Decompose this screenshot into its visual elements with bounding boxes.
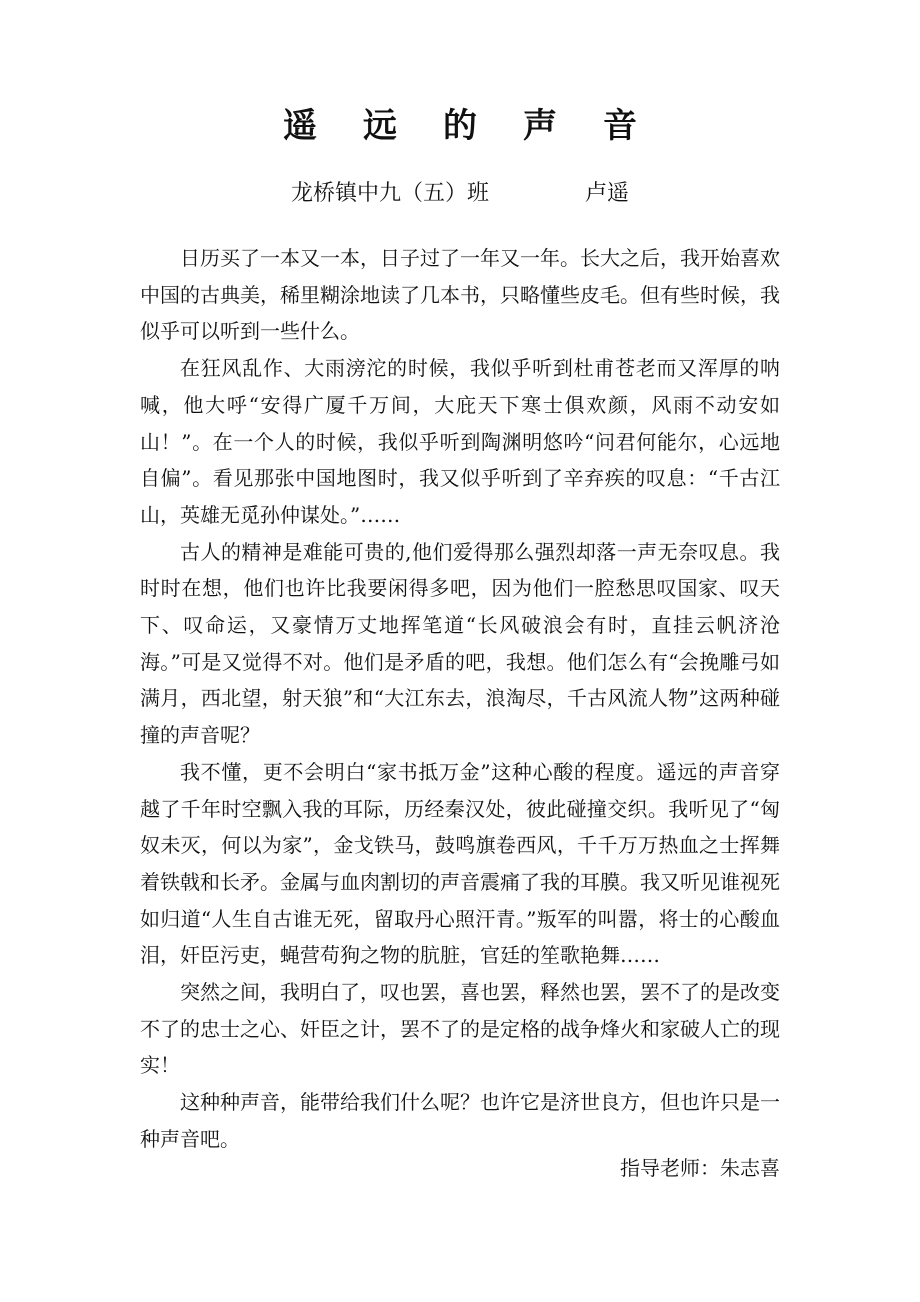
- essay-body: [140, 240, 780, 1158]
- class-name: 龙桥镇中九（五）班: [290, 181, 489, 206]
- byline: [0, 176, 920, 212]
- author-name: 卢遥: [585, 181, 630, 206]
- paragraph: 突然之间，我明白了，叹也罢，喜也罢，释然也罢，罢不了的是改变不了的忠士之心、奸臣之计，罢不了的是定格的战争烽火和家破人亡的现实！: [140, 980, 780, 1078]
- paragraph: 日历买了一本又一本，日子过了一年又一年。长大之后，我开始喜欢中国的古典美，稀里糊涂地读了几本书，只略懂些皮毛。但有些时候，我似乎可以听到一些什么。: [140, 246, 780, 344]
- essay-title: 遥远的声音: [283, 106, 683, 146]
- paragraph: 这种种声音，能带给我们什么呢？也许它是济世良方，但也许只是一种声音吧。: [140, 1090, 780, 1151]
- paragraph: 古人的精神是难能可贵的,他们爱得那么强烈却落一声无奈叹息。我时时在想，他们也许比我要闲得多吧，因为他们一腔愁思叹国家、叹天下、叹命运，又豪情万丈地挥笔道“长风破浪会有时，直挂云帆济沧海。”可是又觉得不对。他们是矛盾的吧，我想。他们怎么有“会挽雕弓如满月，西北望，射天狼”和“大江东去，浪淘尽，千古风流人物”这两种碰撞的声音呢？: [140, 539, 780, 748]
- paragraph: 在狂风乱作、大雨滂沱的时候，我似乎听到杜甫苍老而又浑厚的呐喊，他大呼“安得广厦千万间，大庇天下寒士俱欢颜，风雨不动安如山！”。在一个人的时候，我似乎听到陶渊明悠吟“问君何能尔，心远地自偏”。看见那张中国地图时，我又似乎听到了辛弃疾的叹息：“千古江山，英雄无觅孙仲谋处。”……: [140, 356, 780, 527]
- advisor-signoff: 指导老师：朱志喜: [620, 1156, 780, 1180]
- paragraph: 我不懂，更不会明白“家书抵万金”这种心酸的程度。遥远的声音穿越了千年时空飘入我的耳际，历经秦汉处，彼此碰撞交织。我听见了“匈奴未灭，何以为家”，金戈铁马，鼓鸣旗卷西风，千千万万热血之士挥舞着铁戟和长矛。金属与血肉割切的声音震痛了我的耳膜。我又听见谁视死如归道“人生自古谁无死，留取丹心照汗青。”叛军的叫嚣，将士的心酸血泪，奸臣污吏，蝇营苟狗之物的肮脏，官廷的笙歌艳舞……: [140, 759, 780, 968]
